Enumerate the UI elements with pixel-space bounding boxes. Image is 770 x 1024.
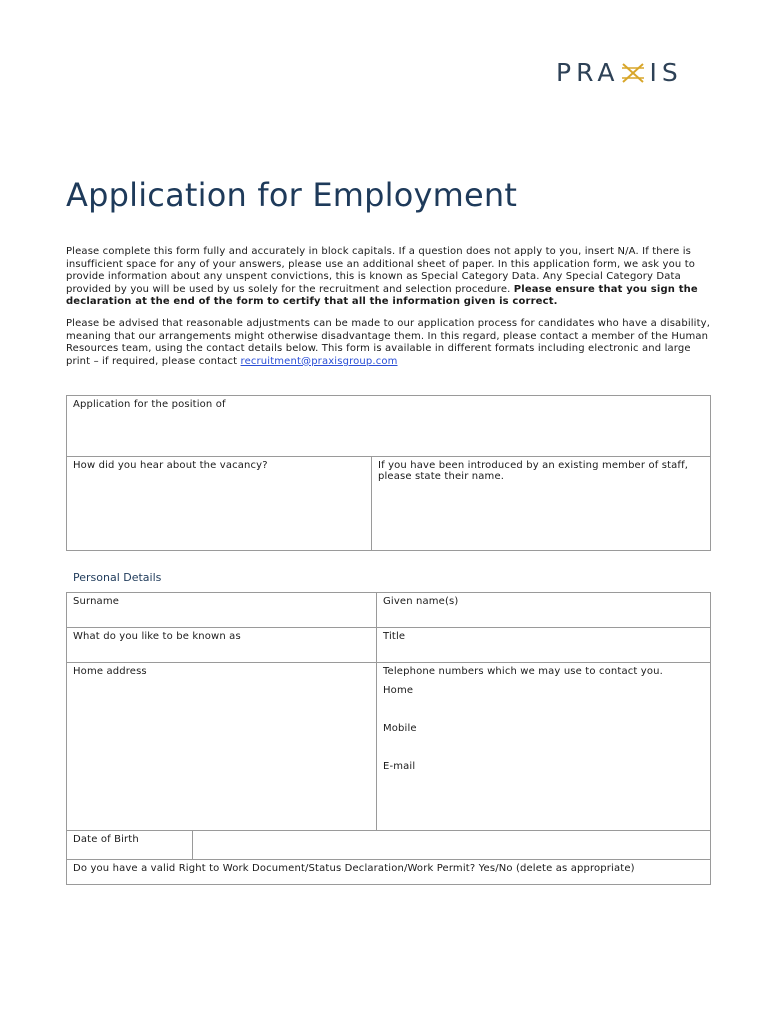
email-label: E-mail (383, 761, 416, 772)
intro-text-2: Please be advised that reasonable adjustments can be made to our application process for candidates who have a disability, meaning that our arrangements might otherwise disadvantage them. In this regard, please contact a member of the Human Resources team, using the contact details below. This form is available in different formats including electronic and large print – if required, please contact (66, 318, 711, 367)
home-address-label: Home address (73, 666, 147, 677)
position-field[interactable] (67, 396, 711, 457)
logo-text-right: IS (649, 58, 683, 87)
praxis-logo (556, 58, 683, 87)
intro-text-1: Please complete this form fully and accurately in block capitals. If a question does not apply to you, insert N/A. If there is insufficient space for any of your answers, please use an additional sheet of paper. In this application form, we ask you to provide information about any unspent convictions, this is known as Special Category Data. Any Special Category Data provided by you will be used by us solely for the recruitment and selection procedure. (66, 246, 696, 295)
home-address-field[interactable] (67, 663, 377, 831)
dob-label-cell (67, 831, 193, 860)
introducer-label: If you have been introduced by an existing member of staff, please state their name. (378, 460, 689, 482)
dob-label: Date of Birth (73, 834, 139, 845)
position-table (66, 395, 711, 551)
intro-paragraph-1 (66, 246, 711, 309)
right-to-work-field[interactable] (67, 860, 711, 885)
surname-field[interactable] (67, 593, 377, 628)
surname-label: Surname (73, 596, 120, 607)
position-label: Application for the position of (73, 399, 226, 410)
given-names-field[interactable] (377, 593, 711, 628)
vacancy-source-field[interactable] (67, 457, 372, 551)
introducer-field[interactable] (372, 457, 711, 551)
known-as-label: What do you like to be known as (73, 631, 241, 642)
intro-bold-note: Please ensure that you sign the declaration at the end of the form to certify that all the information given is correct. (66, 283, 698, 308)
vacancy-label: How did you hear about the vacancy? (73, 460, 268, 471)
right-to-work-label: Do you have a valid Right to Work Document/Status Declaration/Work Permit? Yes/No (delete as appropriate) (73, 863, 635, 874)
intro-paragraph-2 (66, 318, 711, 368)
mobile-phone-label: Mobile (383, 723, 417, 734)
page-title: Application for Employment (66, 176, 518, 214)
personal-details-heading: Personal Details (73, 571, 162, 584)
recruitment-email-link[interactable]: recruitment@praxisgroup.com (240, 355, 398, 367)
known-as-field[interactable] (67, 628, 377, 663)
given-names-label: Given name(s) (383, 596, 459, 607)
logo-x-icon (621, 63, 645, 83)
personal-details-table (66, 592, 711, 885)
logo-text-left: PRA (556, 58, 620, 87)
title-label: Title (383, 631, 406, 642)
title-field[interactable] (377, 628, 711, 663)
telephone-label: Telephone numbers which we may use to contact you. (383, 666, 663, 677)
telephone-field[interactable] (377, 663, 711, 831)
home-phone-label: Home (383, 685, 414, 696)
dob-field[interactable] (193, 831, 711, 860)
